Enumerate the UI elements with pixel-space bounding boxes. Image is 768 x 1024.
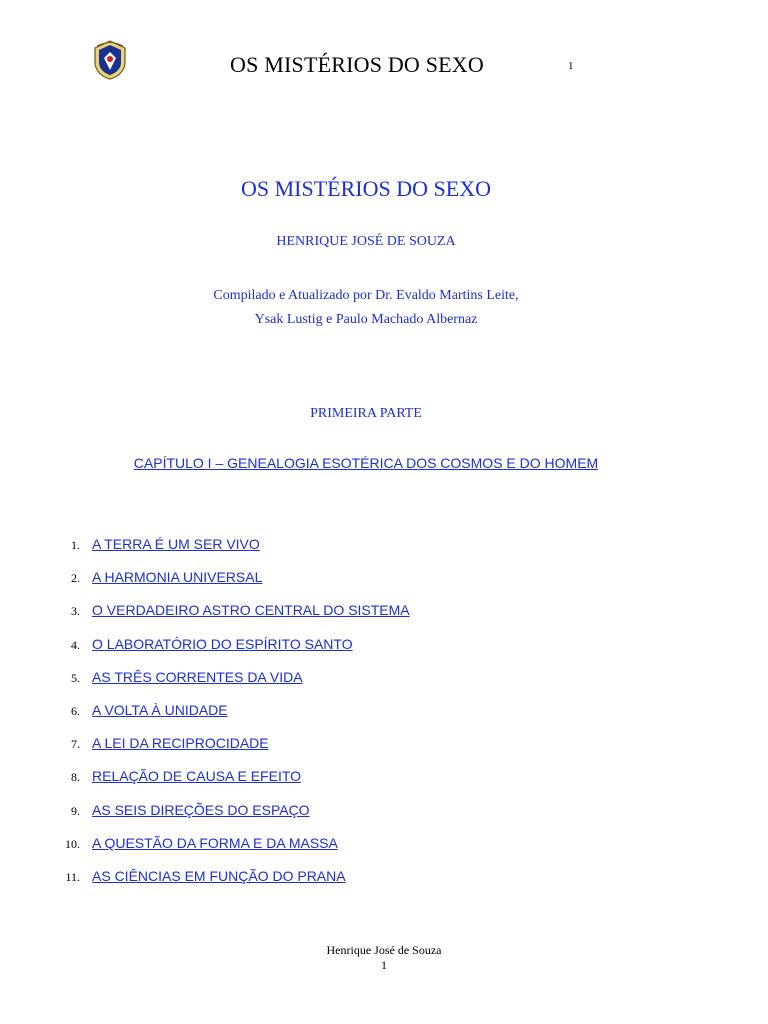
- toc-item: [0, 835, 768, 868]
- document-title: OS MISTÉRIOS DO SEXO: [241, 176, 491, 201]
- toc-item: [0, 768, 768, 801]
- toc-item-link[interactable]: O VERDADEIRO ASTRO CENTRAL DO SISTEMA: [92, 602, 410, 619]
- toc-item: [0, 868, 768, 901]
- toc-item-number: 5.: [71, 670, 80, 685]
- footer-page-number: 1: [381, 958, 387, 972]
- toc-item-link[interactable]: A HARMONIA UNIVERSAL: [92, 569, 263, 586]
- compiled-by-line-1: Compilado e Atualizado por Dr. Evaldo Martins Leite,: [213, 288, 519, 303]
- toc-item: [0, 669, 768, 702]
- toc-item-number: 9.: [71, 803, 80, 818]
- header-title: OS MISTÉRIOS DO SEXO: [230, 52, 484, 77]
- toc-item-number: 7.: [71, 737, 80, 752]
- header-page-number: 1: [568, 60, 574, 72]
- toc-item-link[interactable]: A TERRA É UM SER VIVO: [92, 536, 260, 552]
- toc-item: [0, 569, 768, 602]
- toc-item: [0, 636, 768, 669]
- toc-item-number: 2.: [71, 571, 80, 586]
- chapter-link[interactable]: CAPÍTULO I – GENEALOGIA ESOTÉRICA DOS COSMOS E DO HOMEM: [133, 455, 599, 471]
- toc-item: [0, 735, 768, 768]
- toc-item-link[interactable]: A QUESTÃO DA FORMA E DA MASSA: [92, 834, 338, 851]
- toc-item: [0, 702, 768, 735]
- toc-item: [0, 602, 768, 635]
- toc-item-number: 6.: [71, 703, 80, 718]
- toc-item-link[interactable]: O LABORATÓRIO DO ESPÍRITO SANTO: [92, 635, 353, 652]
- toc-item-link[interactable]: AS SEIS DIREÇÕES DO ESPAÇO: [92, 801, 310, 818]
- table-of-contents: [0, 536, 768, 901]
- toc-item: [0, 802, 768, 835]
- toc-item-link[interactable]: A VOLTA À UNIDADE: [92, 701, 228, 718]
- toc-item-link[interactable]: RELAÇÃO DE CAUSA E EFEITO: [92, 768, 302, 785]
- toc-item-number: 11.: [65, 869, 80, 884]
- toc-item-number: 1.: [71, 538, 80, 552]
- toc-item-number: 10.: [65, 836, 80, 851]
- toc-item: [0, 536, 768, 569]
- toc-item-number: 3.: [71, 604, 80, 619]
- part-heading: PRIMEIRA PARTE: [310, 406, 422, 421]
- document-author: HENRIQUE JOSÉ DE SOUZA: [276, 234, 456, 249]
- toc-item-number: 4.: [71, 637, 80, 652]
- compiled-by: [0, 284, 732, 332]
- compiled-by-line-2: Ysak Lustig e Paulo Machado Albernaz: [254, 312, 478, 327]
- toc-item-link[interactable]: AS TRÊS CORRENTES DA VIDA: [92, 668, 303, 685]
- toc-item-number: 8.: [71, 770, 80, 785]
- toc-item-link[interactable]: AS CIÊNCIAS EM FUNÇÃO DO PRANA: [92, 867, 346, 884]
- footer-author: Henrique José de Souza: [326, 943, 442, 957]
- toc-item-link[interactable]: A LEI DA RECIPROCIDADE: [92, 735, 269, 752]
